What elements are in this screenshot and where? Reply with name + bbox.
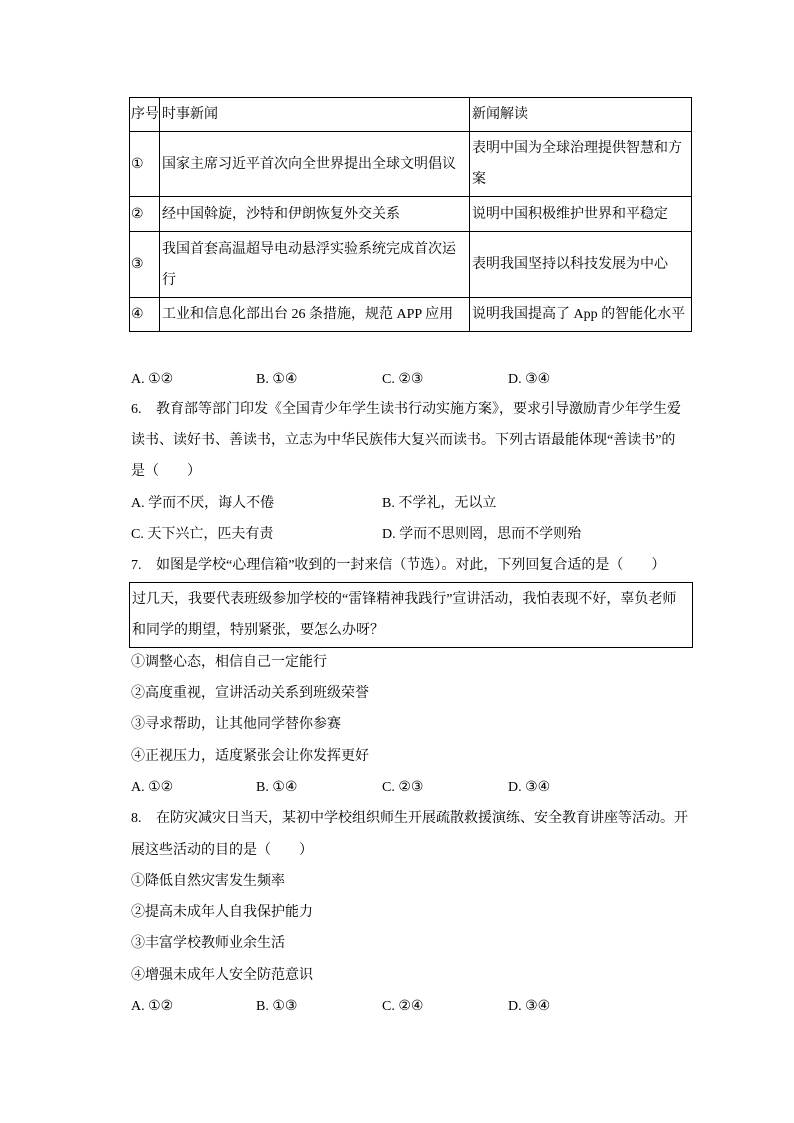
q8-statement: ①降低自然灾害发生频率 xyxy=(131,874,285,889)
q8-statement: ②提高未成年人自我保护能力 xyxy=(131,905,313,920)
q7-options xyxy=(131,772,693,803)
q7-option-b: B. ①④ xyxy=(256,780,298,795)
q6-option-c: C. 天下兴亡，匹夫有责 xyxy=(131,527,274,542)
header-number: 序号 xyxy=(130,98,160,132)
news-cell xyxy=(160,298,470,332)
q7-statement: ④正视压力，适度紧张会让你发挥更好 xyxy=(131,749,369,764)
row-number: ③ xyxy=(130,232,160,298)
q6-number: 6. xyxy=(131,402,142,417)
interpretation-text: 说明中国积极维护世界和平稳定 xyxy=(472,206,668,222)
q8-option-a: A. ①② xyxy=(131,999,174,1014)
q8-number: 8. xyxy=(131,811,142,826)
row-number: ④ xyxy=(130,298,160,332)
table-row xyxy=(130,232,692,298)
q5-option-c: C. ②③ xyxy=(382,372,424,387)
q7-statement: ②高度重视，宣讲活动关系到班级荣誉 xyxy=(131,686,369,701)
q8-options xyxy=(131,991,693,1022)
interpretation-cell xyxy=(470,132,692,197)
q8-statement: ③丰富学校教师业余生活 xyxy=(131,936,285,951)
interpretation-text: 表明我国坚持以科技发展为中心 xyxy=(472,257,668,272)
letter-line: 和同学的期望，特别紧张，要怎么办呀？ xyxy=(132,623,384,638)
q6-option-d: D. 学而不思则罔，思而不学则殆 xyxy=(382,527,582,542)
letter-excerpt-box xyxy=(129,582,693,648)
row-number: ① xyxy=(130,132,160,197)
header-news: 时事新闻 xyxy=(160,98,470,132)
interpretation-text: 表明中国为全球治理提供智慧和方 xyxy=(472,141,682,156)
q8-stem-text: 在防灾减灾日当天，某初中学校组织师生开展疏散救援演练、安全教育讲座等活动。开 xyxy=(156,811,688,826)
q6-option-a: A. 学而不厌，诲人不倦 xyxy=(131,496,275,511)
interpretation-cell xyxy=(470,298,692,332)
q6-stem-line: 是（ ） xyxy=(131,464,201,479)
news-text: 国家主席习近平首次向全世界提出全球文明倡议 xyxy=(162,156,456,172)
news-cell xyxy=(160,132,470,197)
q5-option-a: A. ①② xyxy=(131,372,174,387)
q7-statement: ①调整心态，相信自己一定能行 xyxy=(131,655,327,670)
interpretation-cell xyxy=(470,232,692,298)
table-row xyxy=(130,298,692,332)
news-cell xyxy=(160,197,470,232)
table-header-row xyxy=(130,98,692,132)
q7-stem-text: 如图是学校“心理信箱”收到的一封来信（节选）。对此，下列回复合适的是（ ） xyxy=(156,558,666,573)
news-text: 我国首套高温超导电动悬浮实验系统完成首次运 xyxy=(162,241,456,257)
q5-option-d: D. ③④ xyxy=(508,372,551,387)
q6-option-b: B. 不学礼，无以立 xyxy=(382,496,497,511)
q8-option-d: D. ③④ xyxy=(508,999,551,1014)
q8-statement: ④增强未成年人安全防范意识 xyxy=(131,968,313,983)
q6-stem-text: 教育部等部门印发《全国青少年学生读书行动实施方案》，要求引导激励青少年学生爱 xyxy=(156,402,681,417)
news-text: 行 xyxy=(162,272,176,288)
q5-option-b: B. ①④ xyxy=(256,372,298,387)
letter-line: 过几天，我要代表班级参加学校的“雷锋精神我践行”宣讲活动，我怕表现不好，辜负老师 xyxy=(132,592,677,607)
q7-option-c: C. ②③ xyxy=(382,780,424,795)
row-number: ② xyxy=(130,197,160,232)
q6-options-row xyxy=(131,488,693,519)
q6-stem-line: 读书、读好书、善读书，立志为中华民族伟大复兴而读书。下列古语最能体现“善读书”的 xyxy=(131,433,676,448)
news-text: 工业和信息化部出台 26 条措施，规范 APP 应用 xyxy=(162,307,454,322)
header-interpretation: 新闻解读 xyxy=(470,98,692,132)
interpretation-cell xyxy=(470,197,692,232)
q6-stem-line xyxy=(131,394,681,425)
table-row xyxy=(130,132,692,197)
q7-stem-line xyxy=(131,550,665,581)
q7-number: 7. xyxy=(131,558,142,573)
q7-statement: ③寻求帮助，让其他同学替你参赛 xyxy=(131,717,341,732)
q8-stem-line: 展这些活动的目的是（ ） xyxy=(131,843,313,858)
q8-option-c: C. ②④ xyxy=(382,999,424,1014)
interpretation-text: 说明我国提高了 App 的智能化水平 xyxy=(472,307,686,322)
news-table xyxy=(129,97,692,332)
q7-option-a: A. ①② xyxy=(131,780,174,795)
q5-options xyxy=(131,364,693,395)
news-text: 经中国斡旋，沙特和伊朗恢复外交关系 xyxy=(162,206,400,222)
q8-stem-line xyxy=(131,803,688,834)
news-cell xyxy=(160,232,470,298)
interpretation-text: 案 xyxy=(472,172,486,187)
table-row xyxy=(130,197,692,232)
q6-options-row xyxy=(131,519,693,550)
q7-option-d: D. ③④ xyxy=(508,780,551,795)
q8-option-b: B. ①③ xyxy=(256,999,298,1014)
